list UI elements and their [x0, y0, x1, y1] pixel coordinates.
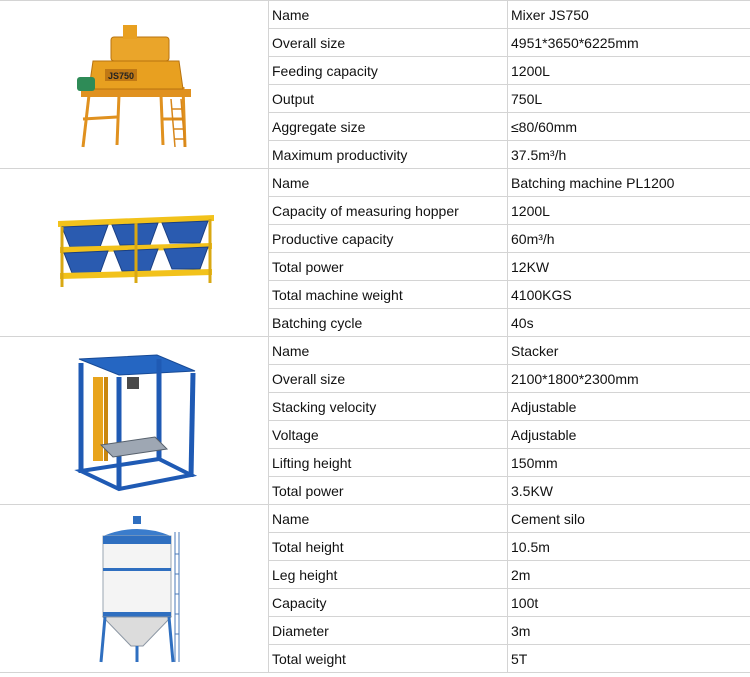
- spec-label: Name: [269, 169, 508, 197]
- spec-value: Mixer JS750: [508, 1, 750, 29]
- spec-value: Batching machine PL1200: [508, 169, 750, 197]
- batching-image-cell: [0, 169, 269, 337]
- spec-value: 1200L: [508, 57, 750, 85]
- spec-value: Adjustable: [508, 393, 750, 421]
- spec-label: Leg height: [269, 561, 508, 589]
- spec-value: 4100KGS: [508, 281, 750, 309]
- spec-label: Overall size: [269, 29, 508, 57]
- table-row: [0, 337, 750, 365]
- spec-label: Total height: [269, 533, 508, 561]
- spec-value: Adjustable: [508, 421, 750, 449]
- batching-machine-image: [56, 213, 216, 293]
- table-row: [0, 1, 750, 29]
- spec-value: 3.5KW: [508, 477, 750, 505]
- spec-label: Maximum productivity: [269, 141, 508, 169]
- spec-value: 750L: [508, 85, 750, 113]
- spec-value: ≤80/60mm: [508, 113, 750, 141]
- stacker-image: [71, 349, 201, 493]
- spec-value: 100t: [508, 589, 750, 617]
- spec-value: 1200L: [508, 197, 750, 225]
- mixer-model-text: JS750: [107, 70, 134, 81]
- spec-label: Productive capacity: [269, 225, 508, 253]
- spec-label: Output: [269, 85, 508, 113]
- concrete-mixer-image: [71, 15, 201, 155]
- spec-value: 40s: [508, 309, 750, 337]
- spec-label: Capacity: [269, 589, 508, 617]
- spec-label: Name: [269, 505, 508, 533]
- spec-value: 5T: [508, 645, 750, 673]
- spec-value: Stacker: [508, 337, 750, 365]
- cement-silo-image: [91, 514, 181, 664]
- spec-label: Overall size: [269, 365, 508, 393]
- spec-label: Feeding capacity: [269, 57, 508, 85]
- spec-label: Name: [269, 337, 508, 365]
- table-row: [0, 169, 750, 197]
- spec-label: Total power: [269, 477, 508, 505]
- spec-value: 60m³/h: [508, 225, 750, 253]
- spec-label: Batching cycle: [269, 309, 508, 337]
- silo-image-cell: [0, 505, 269, 673]
- table-row: [0, 505, 750, 533]
- spec-value: 37.5m³/h: [508, 141, 750, 169]
- spec-value: 12KW: [508, 253, 750, 281]
- spec-label: Total weight: [269, 645, 508, 673]
- spec-label: Name: [269, 1, 508, 29]
- spec-value: 4951*3650*6225mm: [508, 29, 750, 57]
- spec-label: Diameter: [269, 617, 508, 645]
- spec-value: 3m: [508, 617, 750, 645]
- spec-value: 10.5m: [508, 533, 750, 561]
- spec-label: Stacking velocity: [269, 393, 508, 421]
- stacker-image-cell: [0, 337, 269, 505]
- spec-label: Voltage: [269, 421, 508, 449]
- spec-label: Total power: [269, 253, 508, 281]
- spec-value: 150mm: [508, 449, 750, 477]
- spec-label: Lifting height: [269, 449, 508, 477]
- spec-label: Aggregate size: [269, 113, 508, 141]
- mixer-image-cell: [0, 1, 269, 169]
- spec-label: Total machine weight: [269, 281, 508, 309]
- spec-value: Cement silo: [508, 505, 750, 533]
- spec-value: 2100*1800*2300mm: [508, 365, 750, 393]
- spec-value: 2m: [508, 561, 750, 589]
- spec-label: Capacity of measuring hopper: [269, 197, 508, 225]
